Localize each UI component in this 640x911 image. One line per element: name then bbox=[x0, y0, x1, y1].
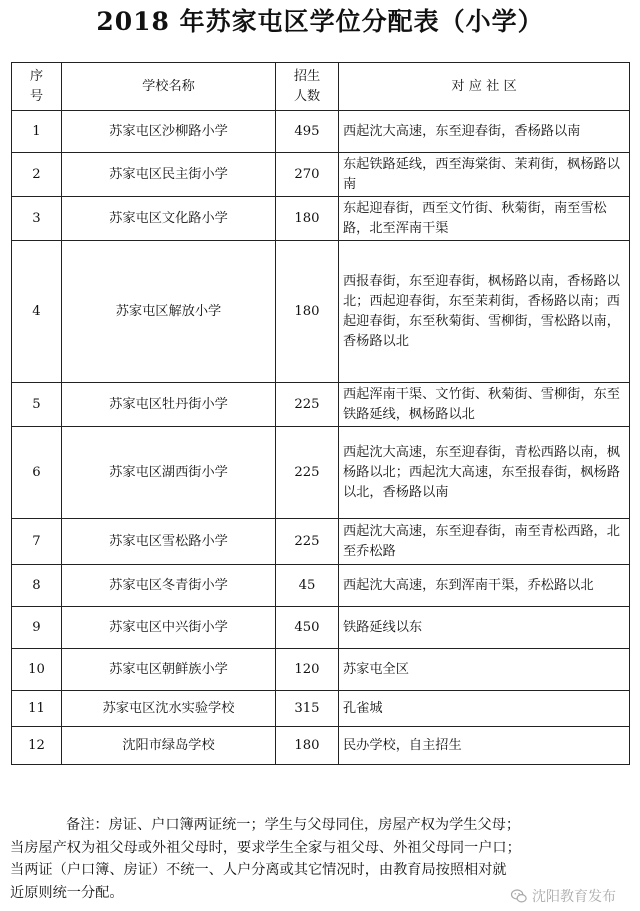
community-area: 西起沈大高速，东至迎春街，南至青松西路，北至乔松路 bbox=[339, 519, 630, 565]
table-row bbox=[12, 649, 630, 691]
row-number: 9 bbox=[12, 607, 62, 649]
table-row bbox=[12, 607, 630, 649]
enrollment-count: 120 bbox=[276, 649, 339, 691]
enrollment-count: 225 bbox=[276, 427, 339, 519]
header-seq: 序 号 bbox=[12, 63, 62, 111]
table-row bbox=[12, 197, 630, 241]
school-name: 苏家屯区文化路小学 bbox=[62, 197, 276, 241]
row-number: 2 bbox=[12, 153, 62, 197]
community-area: 东起铁路延线，西至海棠街、茉莉街，枫杨路以南 bbox=[339, 153, 630, 197]
enrollment-count: 270 bbox=[276, 153, 339, 197]
school-name: 苏家屯区解放小学 bbox=[62, 241, 276, 383]
watermark-text: 沈阳教育发布 bbox=[532, 889, 616, 905]
school-name: 苏家屯区沈水实验学校 bbox=[62, 691, 276, 727]
row-number: 5 bbox=[12, 383, 62, 427]
enrollment-count: 180 bbox=[276, 197, 339, 241]
row-number: 10 bbox=[12, 649, 62, 691]
row-number: 7 bbox=[12, 519, 62, 565]
table-row bbox=[12, 427, 630, 519]
enrollment-count: 315 bbox=[276, 691, 339, 727]
enrollment-count: 45 bbox=[276, 565, 339, 607]
page-title: 2018 年苏家屯区学位分配表（小学） bbox=[96, 7, 544, 36]
community-area: 东起迎春街，西至文竹街、秋菊街，南至雪松路，北至浑南干渠 bbox=[339, 197, 630, 241]
header-enrollment: 招生 人数 bbox=[276, 63, 339, 111]
enrollment-count: 180 bbox=[276, 727, 339, 765]
community-area: 民办学校，自主招生 bbox=[339, 727, 630, 765]
table-row bbox=[12, 519, 630, 565]
community-area: 西起沈大高速，东至迎春街，香杨路以南 bbox=[339, 111, 630, 153]
table-header-row bbox=[12, 63, 630, 111]
table-row bbox=[12, 153, 630, 197]
community-area: 西起沈大高速，东至迎春街，青松西路以南，枫杨路以北；西起沈大高速，东至报春街，枫杨路以北，香杨路以南 bbox=[339, 427, 630, 519]
community-area: 西起浑南干渠、文竹街、秋菊街、雪柳街，东至铁路延线，枫杨路以北 bbox=[339, 383, 630, 427]
header-community: 对 应 社 区 bbox=[339, 63, 630, 111]
watermark bbox=[510, 886, 616, 906]
enrollment-count: 180 bbox=[276, 241, 339, 383]
table-row bbox=[12, 383, 630, 427]
row-number: 3 bbox=[12, 197, 62, 241]
header-school-name: 学校名称 bbox=[62, 63, 276, 111]
remarks-line: 近原则统一分配。 bbox=[10, 884, 124, 901]
school-name: 苏家屯区雪松路小学 bbox=[62, 519, 276, 565]
row-number: 8 bbox=[12, 565, 62, 607]
community-area: 西起沈大高速，东到浑南干渠，乔松路以北 bbox=[339, 565, 630, 607]
remarks-line: 当两证（户口簿、房证）不统一、人户分离或其它情况时，由教育局按照相对就 bbox=[10, 862, 507, 878]
row-number: 4 bbox=[12, 241, 62, 383]
remarks-line: 当房屋产权为祖父母或外祖父母时，要求学生全家与祖父母、外祖父母同一户口； bbox=[10, 839, 521, 856]
row-number: 6 bbox=[12, 427, 62, 519]
remarks-line: 备注：房证、户口簿两证统一；学生与父母同住，房屋产权为学生父母； bbox=[66, 817, 521, 833]
table-row bbox=[12, 565, 630, 607]
allocation-table bbox=[11, 62, 630, 765]
enrollment-count: 495 bbox=[276, 111, 339, 153]
row-number: 1 bbox=[12, 111, 62, 153]
row-number: 12 bbox=[12, 727, 62, 765]
community-area: 西报春街，东至迎春街，枫杨路以南，香杨路以北；西起迎春街，东至茉莉街，香杨路以南；西起迎春街，东至秋菊街、雪柳街，雪松路以南，香杨路以北 bbox=[339, 241, 630, 383]
table-row bbox=[12, 241, 630, 383]
enrollment-count: 450 bbox=[276, 607, 339, 649]
community-area: 苏家屯全区 bbox=[339, 649, 630, 691]
school-name: 苏家屯区民主街小学 bbox=[62, 153, 276, 197]
school-name: 苏家屯区朝鲜族小学 bbox=[62, 649, 276, 691]
community-area: 孔雀城 bbox=[339, 691, 630, 727]
school-name: 苏家屯区沙柳路小学 bbox=[62, 111, 276, 153]
school-name: 沈阳市绿岛学校 bbox=[62, 727, 276, 765]
school-name: 苏家屯区冬青街小学 bbox=[62, 565, 276, 607]
row-number: 11 bbox=[12, 691, 62, 727]
enrollment-count: 225 bbox=[276, 519, 339, 565]
school-name: 苏家屯区中兴街小学 bbox=[62, 607, 276, 649]
school-name: 苏家屯区湖西街小学 bbox=[62, 427, 276, 519]
school-name: 苏家屯区牡丹街小学 bbox=[62, 383, 276, 427]
wechat-icon bbox=[510, 887, 528, 905]
community-area: 铁路延线以东 bbox=[339, 607, 630, 649]
enrollment-count: 225 bbox=[276, 383, 339, 427]
table-row bbox=[12, 691, 630, 727]
table-row bbox=[12, 111, 630, 153]
table-row bbox=[12, 727, 630, 765]
